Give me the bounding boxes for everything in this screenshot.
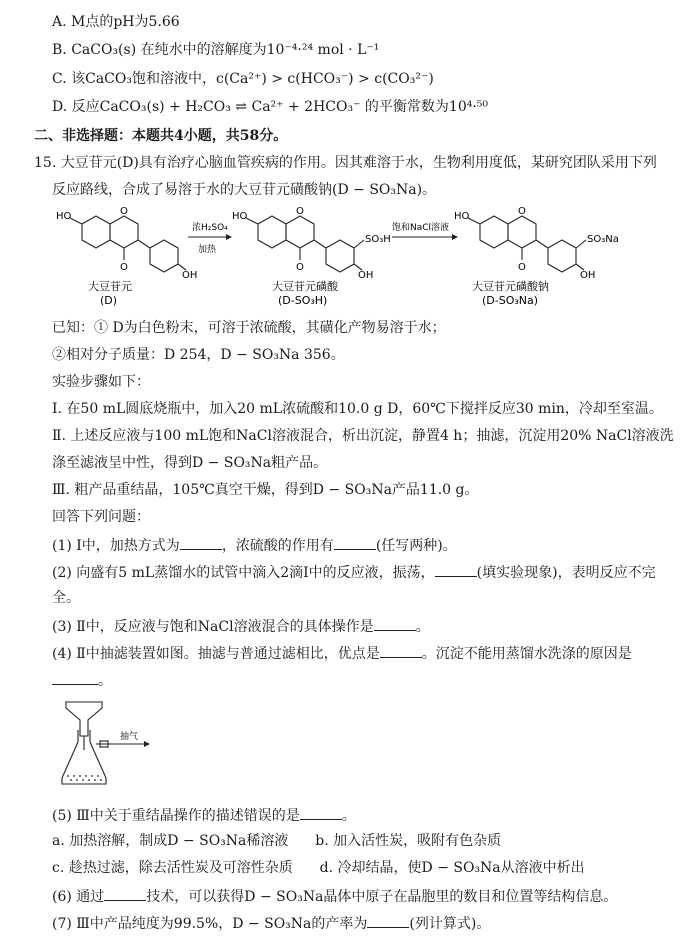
q5-option-c: c. 趁热过滤，除去活性炭及可溶性杂质 bbox=[52, 860, 293, 876]
reagent-1-top: 浓H₂SO₄ bbox=[192, 223, 228, 233]
q5-options-ab bbox=[52, 831, 501, 851]
dso3na-ring-o: O bbox=[518, 206, 526, 217]
option-a: A. M点的pH为5.66 bbox=[52, 14, 180, 30]
reagent-2-top: 饱和NaCl溶液 bbox=[392, 223, 450, 233]
q1-text-b: ，浓硫酸的作用有 bbox=[221, 538, 334, 554]
step-1: Ⅰ. 在50 mL圆底烧瓶中，加入20 mL浓硫酸和10.0 g D，60℃下搅拌反应30 min，冷却至室温。 bbox=[52, 401, 663, 417]
q5-option-a: a. 加热溶解，制成D − SO₃Na稀溶液 bbox=[52, 833, 289, 849]
mol1-name: 大豆苷元 bbox=[88, 280, 132, 293]
so3na-group: SO₃Na bbox=[587, 234, 619, 245]
dso3h-ring-o: O bbox=[296, 206, 304, 217]
dso3na-ho: HO bbox=[454, 211, 470, 222]
question-4 bbox=[52, 642, 632, 664]
question-7 bbox=[52, 912, 490, 934]
q3-blank[interactable] bbox=[374, 615, 416, 631]
q1-text-a: (1) Ⅰ中，加热方式为 bbox=[52, 538, 180, 554]
molecule-d-so3na bbox=[468, 216, 586, 272]
option-d: D. 反应CaCO₃(s) + H₂CO₃ ⇌ Ca²⁺ + 2HCO₃⁻ 的平衡常数为10⁴·⁵⁰ bbox=[52, 99, 489, 115]
q2-blank[interactable] bbox=[435, 561, 477, 577]
arrow-2-head bbox=[452, 234, 458, 240]
q6-text-a: (6) 通过 bbox=[52, 889, 105, 905]
dso3na-oh: OH bbox=[580, 270, 596, 281]
question-4-cont bbox=[52, 669, 112, 691]
q7-text-b: (列计算式)。 bbox=[409, 916, 491, 932]
step-3: Ⅲ. 粗产品重结晶，105℃真空干燥，得到D − SO₃Na产品11.0 g。 bbox=[52, 482, 479, 498]
q1-blank-1[interactable] bbox=[180, 534, 222, 550]
q7-text-a: (7) Ⅲ中产品纯度为99.5%，D − SO₃Na的产率为 bbox=[52, 916, 368, 932]
dso3h-oh: OH bbox=[358, 270, 374, 281]
dso3h-ho: HO bbox=[232, 211, 248, 222]
q3-text-a: (3) Ⅱ中，反应液与饱和NaCl溶液混合的具体操作是 bbox=[52, 619, 374, 635]
mol2-name: 大豆苷元磺酸 bbox=[272, 280, 338, 293]
d-ho: HO bbox=[56, 211, 72, 222]
liquid-dots bbox=[67, 775, 102, 781]
question-6 bbox=[52, 885, 617, 907]
dso3na-carbonyl-o: O bbox=[518, 262, 526, 273]
q4-text-c: 。 bbox=[98, 673, 112, 689]
q1-blank-2[interactable] bbox=[334, 534, 376, 550]
mol2-code: (D-SO₃H) bbox=[278, 294, 328, 307]
molecule-d bbox=[70, 216, 186, 272]
q4-text-b: 。沉淀不能用蒸馏水洗涤的原因是 bbox=[421, 646, 632, 662]
answer-title: 回答下列问题： bbox=[52, 509, 150, 525]
arrow-1-head bbox=[226, 234, 232, 240]
so3h-group: SO₃H bbox=[365, 234, 391, 245]
q4-blank-1[interactable] bbox=[380, 642, 422, 658]
q2-text-b: (填实验现象)，表明反应不完 bbox=[476, 565, 656, 581]
q7-blank[interactable] bbox=[367, 912, 409, 928]
question-2-cont: 全。 bbox=[52, 590, 80, 606]
q15-intro-line2: 反应路线，合成了易溶于水的大豆苷元磺酸钠(D − SO₃Na)。 bbox=[52, 182, 437, 198]
mol1-code: (D) bbox=[100, 294, 118, 307]
q3-text-b: 。 bbox=[415, 619, 430, 635]
buchner-funnel bbox=[66, 702, 102, 736]
step-2-line1: Ⅱ. 上述反应液与100 mL饱和NaCl溶液混合，析出沉淀，静置4 h；抽滤，沉淀用20% NaCl溶液洗 bbox=[52, 428, 674, 444]
q1-text-c: (任写两种)。 bbox=[375, 538, 457, 554]
known-2: ②相对分子质量：D 254，D − SO₃Na 356。 bbox=[52, 347, 345, 363]
option-c: C. 该CaCO₃饱和溶液中，c(Ca²⁺) > c(HCO₃⁻) > c(CO₃²⁻) bbox=[52, 71, 434, 87]
suction-filtration-apparatus bbox=[56, 696, 166, 792]
section-title: 二、非选择题：本题共4小题，共58分。 bbox=[34, 128, 288, 144]
q6-blank[interactable] bbox=[104, 885, 146, 901]
q5-options-cd bbox=[52, 858, 585, 878]
molecule-d-so3h bbox=[246, 216, 364, 272]
q5-text-a: (5) Ⅲ中关于重结晶操作的描述错误的是 bbox=[52, 808, 300, 824]
question-5 bbox=[52, 804, 356, 826]
vacuum-label: 抽气 bbox=[120, 732, 139, 742]
question-2 bbox=[52, 561, 656, 583]
reagent-1-bottom: 加热 bbox=[198, 245, 217, 255]
q5-blank[interactable] bbox=[300, 804, 342, 820]
q15-intro-line1: 15. 大豆苷元(D)具有治疗心脑血管疾病的作用。因其难溶于水，生物利用度低，某研究团队采用下列 bbox=[34, 155, 657, 171]
q5-text-b: 。 bbox=[341, 808, 356, 824]
known-1: 已知：① D为白色粉末，可溶于浓硫酸，其磺化产物易溶于水； bbox=[52, 320, 446, 336]
q5-option-d: d. 冷却结晶，使D − SO₃Na从溶液中析出 bbox=[319, 860, 585, 876]
question-1 bbox=[52, 534, 457, 556]
d-oh: OH bbox=[182, 270, 198, 281]
mol3-code: (D-SO₃Na) bbox=[482, 294, 539, 307]
steps-title: 实验步骤如下： bbox=[52, 374, 150, 390]
d-ring-o: O bbox=[120, 206, 128, 217]
d-carbonyl-o: O bbox=[120, 262, 128, 273]
q5-option-b: b. 加入活性炭，吸附有色杂质 bbox=[315, 833, 502, 849]
question-3 bbox=[52, 615, 430, 637]
dso3h-carbonyl-o: O bbox=[296, 262, 304, 273]
q6-text-b: 技术，可以获得D − SO₃Na晶体中原子在晶胞里的数目和位置等结构信息。 bbox=[146, 889, 618, 905]
mol3-name: 大豆苷元磺酸钠 bbox=[472, 280, 549, 293]
option-b: B. CaCO₃(s) 在纯水中的溶解度为10⁻⁴·²⁴ mol · L⁻¹ bbox=[52, 42, 380, 58]
step-2-line2: 涤至滤液呈中性，得到D − SO₃Na粗产品。 bbox=[52, 455, 328, 471]
vacuum-arrow-head bbox=[144, 741, 150, 747]
reaction-scheme bbox=[52, 204, 682, 310]
q4-text-a: (4) Ⅱ中抽滤装置如图。抽滤与普通过滤相比，优点是 bbox=[52, 646, 380, 662]
q4-blank-2[interactable] bbox=[52, 669, 98, 685]
q2-text-a: (2) 向盛有5 mL蒸馏水的试管中滴入2滴Ⅰ中的反应液，振荡， bbox=[52, 565, 435, 581]
